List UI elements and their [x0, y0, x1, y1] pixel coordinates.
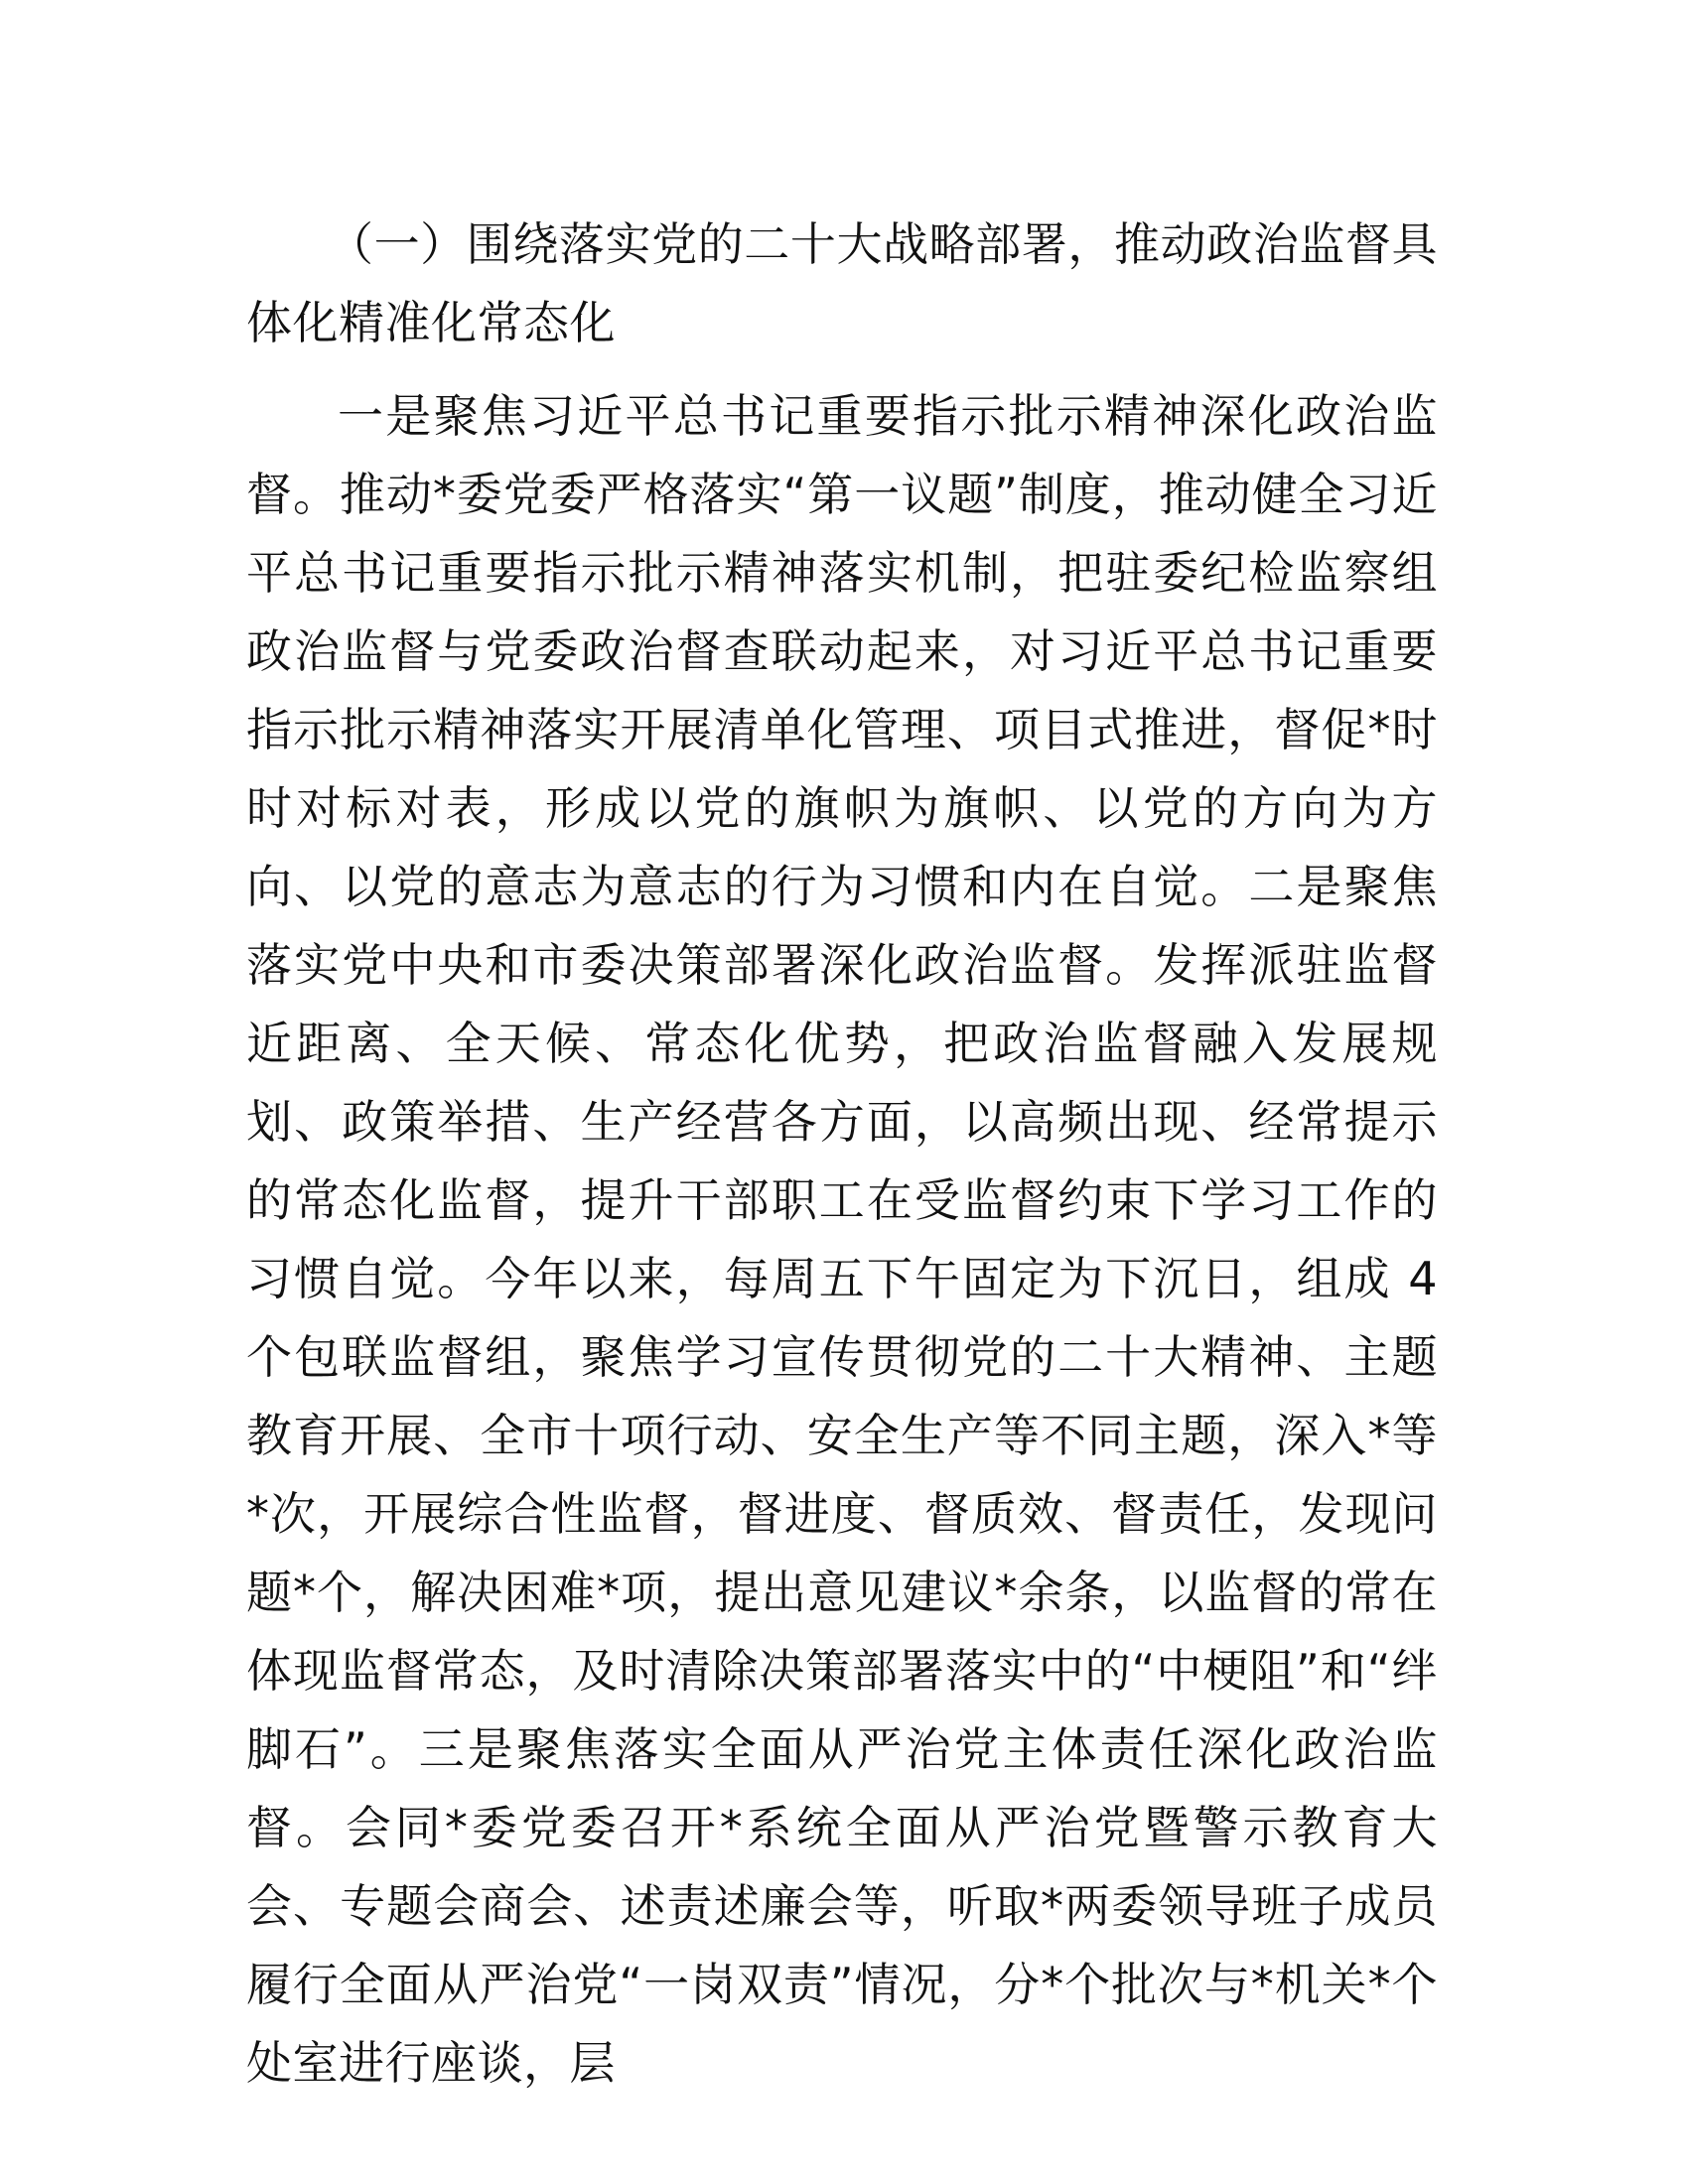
body-paragraph: 一是聚焦习近平总书记重要指示批示精神深化政治监督。推动*委党委严格落实“第一议题”制度，推动健全习近平总书记重要指示批示精神落实机制，把驻委纪检监察组政治监督与党委政治督查联动起来，对习近平总书记重要指示批示精神落实开展清单化管理、项目式推进，督促*时时对标对表，形成以党的旗帜为旗帜、以党的方向为方向、以党的意志为意志的行为习惯和内在自觉。二是聚焦落实党中央和市委决策部署深化政治监督。发挥派驻监督近距离、全天候、常态化优势，把政治监督融入发展规划、政策举措、生产经营各方面，以高频出现、经常提示的常态化监督，提升干部职工在受监督约束下学习工作的习惯自觉。今年以来，每周五下午固定为下沉日，组成 4 个包联监督组，聚焦学习宣传贯彻党的二十大精神、主题教育开展、全市十项行动、安全生产等不同主题，深入*等*次，开展综合性监督，督进度、督质效、督责任，发现问题*个，解决困难*项，提出意见建议*余条，以监督的常在体现监督常态，及时清除决策部署落实中的“中梗阻”和“绊脚石”。三是聚焦落实全面从严治党主体责任深化政治监督。会同*委党委召开*系统全面从严治党暨警示教育大会、专题会商会、述责述廉会等，听取*两委领导班子成员履行全面从严治党“一岗双责”情况，分*个批次与*机关*个处室进行座谈，层 — [246, 389, 1438, 2090]
section-heading: （一）围绕落实党的二十大战略部署，推动政治监督具体化精准化常态化 — [246, 217, 1438, 349]
